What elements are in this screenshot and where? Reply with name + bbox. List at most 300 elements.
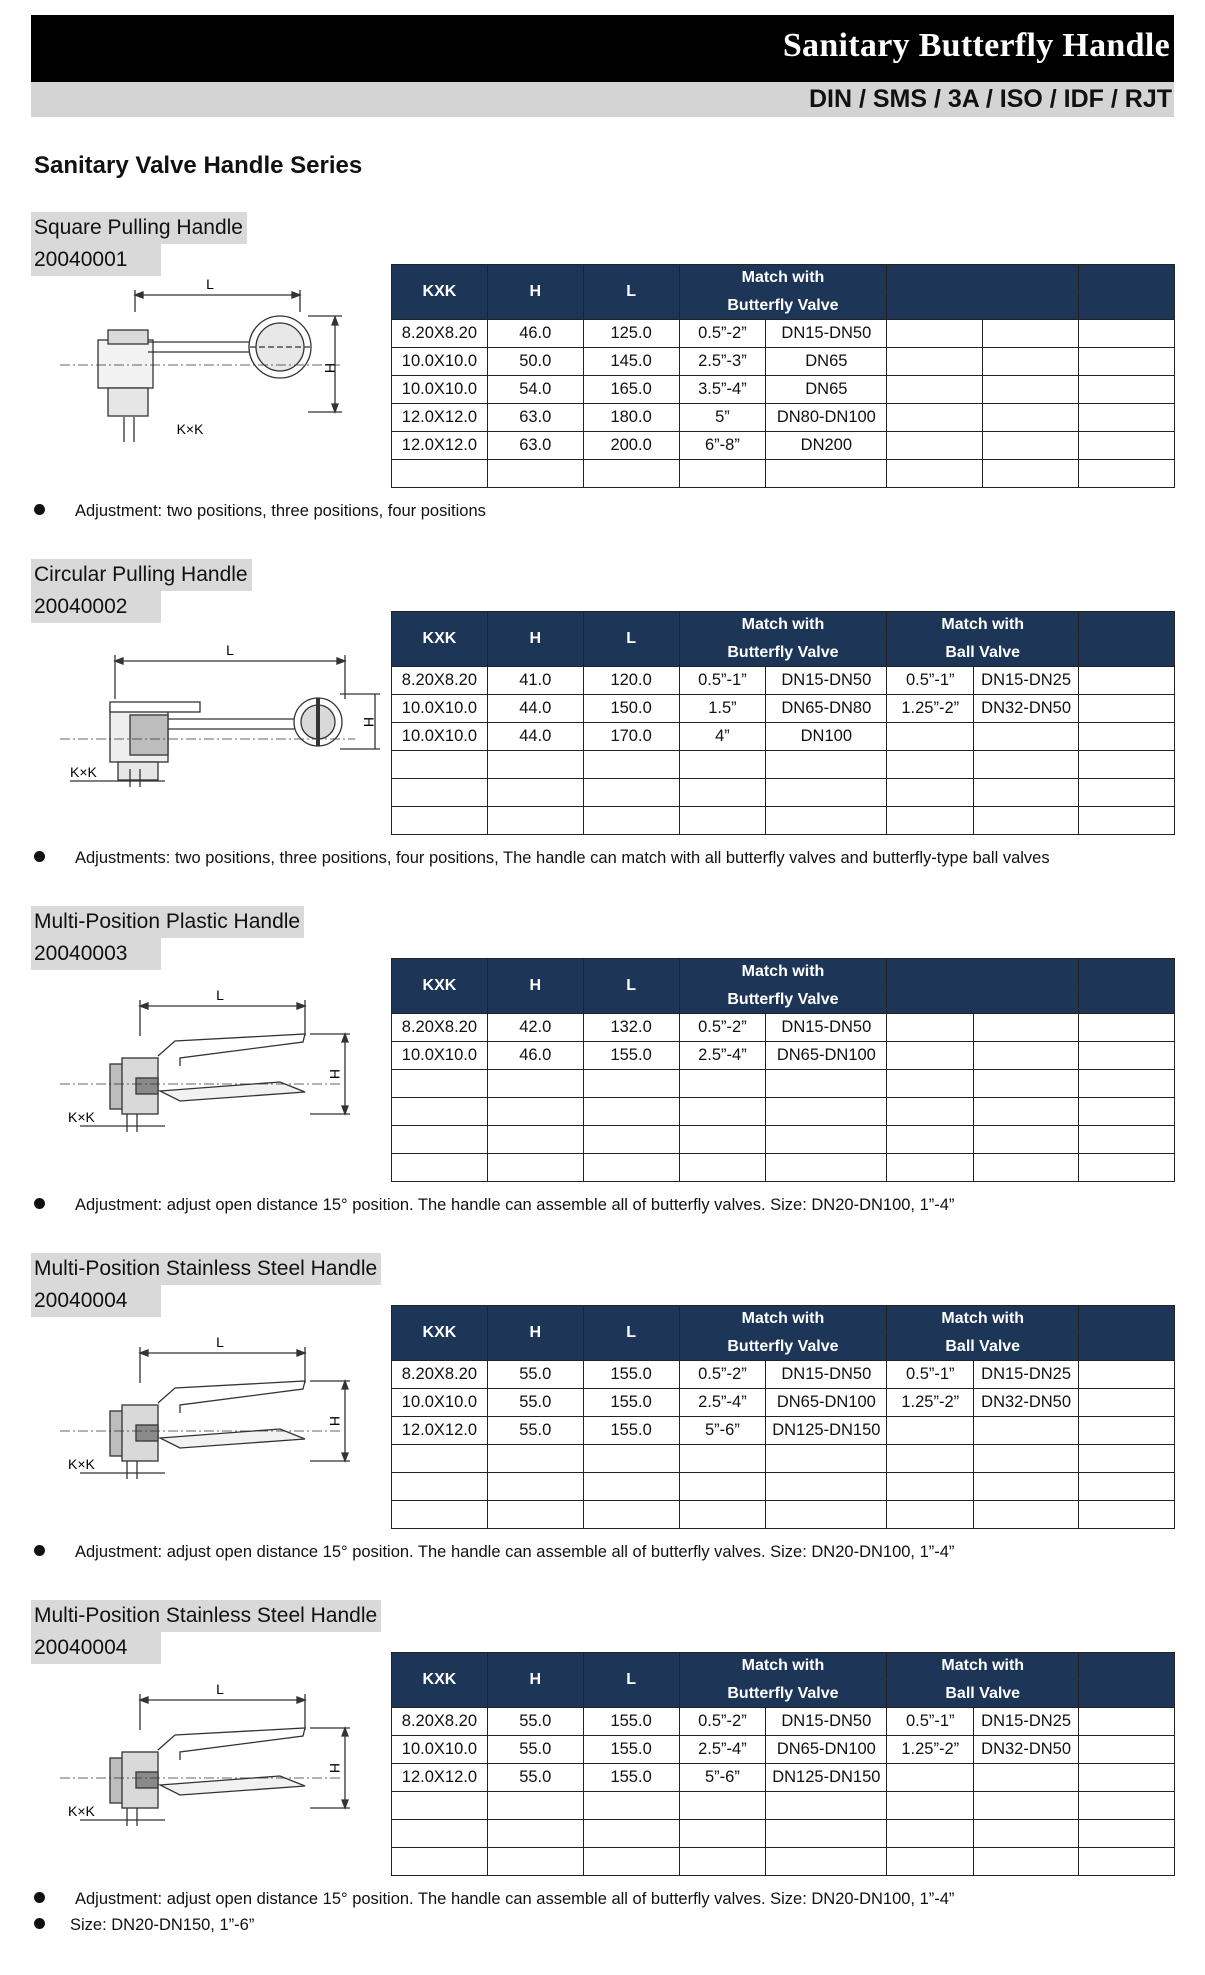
cell: [679, 1473, 766, 1501]
header-sub-empty: [887, 292, 1079, 320]
cell: [766, 1501, 887, 1529]
table-row: [392, 1764, 1175, 1792]
cell: 8.20X8.20: [392, 320, 488, 348]
cell: [583, 1098, 679, 1126]
cell: 155.0: [583, 1042, 679, 1070]
header-h: H: [487, 959, 583, 1014]
header-h: H: [487, 612, 583, 667]
note-text: Size: DN20-DN150, 1”-6”: [70, 1916, 255, 1934]
cell: 5”: [679, 404, 766, 432]
cell: [887, 751, 974, 779]
cell: 155.0: [583, 1708, 679, 1736]
cell: [1079, 1389, 1175, 1417]
cell: [1079, 1820, 1175, 1848]
cell: [974, 779, 1079, 807]
table-row: [392, 320, 1175, 348]
cell: [1079, 1445, 1175, 1473]
cell: [583, 1820, 679, 1848]
cell: [1079, 320, 1175, 348]
cell: 180.0: [583, 404, 679, 432]
header-l: L: [583, 1306, 679, 1361]
header-empty: [1079, 1306, 1175, 1361]
cell: [887, 1820, 974, 1848]
cell: [392, 1445, 488, 1473]
cell: [392, 460, 488, 488]
cell: [974, 807, 1079, 835]
cell: 0.5”-1”: [887, 1708, 974, 1736]
cell: [583, 779, 679, 807]
cell: [487, 1473, 583, 1501]
cell: 10.0X10.0: [392, 1042, 488, 1070]
note: [34, 502, 486, 521]
bullet-icon: [34, 504, 45, 515]
page-title: Sanitary Butterfly Handle: [782, 27, 1170, 64]
spec-table: [391, 611, 1175, 835]
dimension-kxk-label: K×K: [176, 421, 204, 437]
cell: [583, 1848, 679, 1876]
cell: [974, 1473, 1079, 1501]
header-bar: [31, 15, 1174, 82]
cell: 170.0: [583, 723, 679, 751]
cell: [1079, 723, 1175, 751]
cell: 54.0: [487, 376, 583, 404]
cell: [887, 723, 974, 751]
cell: [583, 751, 679, 779]
cell: [1079, 807, 1175, 835]
dimension-l-label: L: [216, 1334, 224, 1350]
cell: 0.5”-1”: [887, 667, 974, 695]
cell: 12.0X12.0: [392, 404, 488, 432]
cell: [887, 779, 974, 807]
note: [34, 849, 1050, 868]
cell: [679, 807, 766, 835]
cell: [679, 751, 766, 779]
header-match-with: Match with: [887, 612, 1079, 639]
table-row: [392, 376, 1175, 404]
cell: 42.0: [487, 1014, 583, 1042]
header-l: L: [583, 265, 679, 320]
cell: [766, 1820, 887, 1848]
circular-handle-drawing: [40, 619, 380, 789]
section-code: 20040004: [31, 1285, 161, 1317]
cell: 5”-6”: [679, 1764, 766, 1792]
cell: [487, 460, 583, 488]
section-name: Multi-Position Plastic Handle: [31, 906, 304, 938]
cell: DN32-DN50: [974, 695, 1079, 723]
cell: [766, 1070, 887, 1098]
table-row: [392, 1361, 1175, 1389]
cell: DN100: [766, 723, 887, 751]
table-row: [392, 695, 1175, 723]
cell: 1.25”-2”: [887, 1389, 974, 1417]
header-match-with: Match with: [887, 1653, 1079, 1680]
section-code: 20040002: [31, 591, 161, 623]
header-ball-valve: Ball Valve: [887, 1333, 1079, 1361]
bullet-icon: [34, 1545, 45, 1556]
cell: [487, 779, 583, 807]
cell: [487, 1070, 583, 1098]
note-text: Adjustments: two positions, three positions, four positions, The handle can match with all butterfly valves and butterfly-type ball valves: [75, 849, 1050, 867]
dimension-kxk-label: K×K: [70, 764, 97, 780]
cell: 125.0: [583, 320, 679, 348]
cell: 2.5”-4”: [679, 1042, 766, 1070]
table-row: [392, 1014, 1175, 1042]
cell: [766, 1126, 887, 1154]
cell: [887, 320, 983, 348]
section-code: 20040004: [31, 1632, 161, 1664]
section-name: Multi-Position Stainless Steel Handle: [31, 1253, 381, 1285]
cell: 10.0X10.0: [392, 723, 488, 751]
header-match-with: Match with: [679, 265, 887, 292]
header-kxk: KXK: [392, 612, 488, 667]
cell: [583, 1126, 679, 1154]
cell: 1.5”: [679, 695, 766, 723]
cell: [679, 460, 766, 488]
table-row: [392, 1042, 1175, 1070]
cell: [487, 1098, 583, 1126]
header-empty: [1079, 1653, 1175, 1708]
cell: [887, 1792, 974, 1820]
cell: [974, 1042, 1079, 1070]
cell: [974, 1154, 1079, 1182]
cell: 12.0X12.0: [392, 1417, 488, 1445]
table-row: [392, 751, 1175, 779]
cell: [887, 404, 983, 432]
header-butterfly-valve: Butterfly Valve: [679, 986, 887, 1014]
table-row: [392, 779, 1175, 807]
section-multi-position-plastic-handle: [0, 906, 1205, 1246]
cell: [1079, 1042, 1175, 1070]
cell: DN125-DN150: [766, 1764, 887, 1792]
bullet-icon: [34, 1198, 45, 1209]
cell: [974, 1126, 1079, 1154]
cell: [887, 807, 974, 835]
cell: 55.0: [487, 1361, 583, 1389]
header-ball-valve: Ball Valve: [887, 1680, 1079, 1708]
spec-table: [391, 1305, 1175, 1529]
cell: [974, 1098, 1079, 1126]
table-row: [392, 1070, 1175, 1098]
cell: [983, 348, 1079, 376]
cell: [974, 751, 1079, 779]
header-butterfly-valve: Butterfly Valve: [679, 639, 887, 667]
cell: [1079, 1070, 1175, 1098]
table-row: [392, 723, 1175, 751]
header-match-with: Match with: [887, 1306, 1079, 1333]
cell: 10.0X10.0: [392, 348, 488, 376]
cell: [392, 779, 488, 807]
cell: [887, 1154, 974, 1182]
header-match-with: Match with: [679, 959, 887, 986]
note-text: Adjustment: adjust open distance 15° position. The handle can assemble all of butterfly valves. Size: DN20-DN100, 1”-4”: [75, 1543, 955, 1561]
cell: [583, 807, 679, 835]
cell: [679, 1126, 766, 1154]
cell: 55.0: [487, 1764, 583, 1792]
cell: 8.20X8.20: [392, 1361, 488, 1389]
header-match-with: Match with: [679, 612, 887, 639]
cell: [583, 460, 679, 488]
cell: [974, 1070, 1079, 1098]
cell: 145.0: [583, 348, 679, 376]
cell: [983, 376, 1079, 404]
cell: DN15-DN50: [766, 1708, 887, 1736]
table-row: [392, 460, 1175, 488]
cell: [766, 1848, 887, 1876]
cell: [887, 1042, 974, 1070]
header-h: H: [487, 265, 583, 320]
cell: [1079, 779, 1175, 807]
cell: [1079, 1792, 1175, 1820]
cell: DN15-DN25: [974, 667, 1079, 695]
dimension-l-label: L: [226, 642, 234, 658]
cell: 55.0: [487, 1708, 583, 1736]
cell: [887, 460, 983, 488]
header-match-with: Match with: [679, 1306, 887, 1333]
cell: [1079, 667, 1175, 695]
dimension-kxk-label: K×K: [68, 1109, 95, 1125]
cell: DN65-DN100: [766, 1389, 887, 1417]
cell: [1079, 404, 1175, 432]
cell: DN65: [766, 348, 887, 376]
cell: 5”-6”: [679, 1417, 766, 1445]
header-empty: [1079, 612, 1175, 667]
section-name: Multi-Position Stainless Steel Handle: [31, 1600, 381, 1632]
cell: DN65-DN80: [766, 695, 887, 723]
cell: [583, 1473, 679, 1501]
table-row: [392, 1820, 1175, 1848]
cell: [887, 1126, 974, 1154]
cell: 10.0X10.0: [392, 1736, 488, 1764]
cell: [679, 1501, 766, 1529]
cell: [974, 1445, 1079, 1473]
cell: [679, 1820, 766, 1848]
cell: DN125-DN150: [766, 1417, 887, 1445]
cell: [1079, 1361, 1175, 1389]
cell: [1079, 1708, 1175, 1736]
cell: [1079, 1736, 1175, 1764]
cell: DN15-DN25: [974, 1708, 1079, 1736]
cell: [583, 1792, 679, 1820]
cell: [487, 807, 583, 835]
cell: 2.5”-4”: [679, 1389, 766, 1417]
dimension-l-label: L: [206, 276, 214, 292]
cell: [392, 751, 488, 779]
cell: [487, 1126, 583, 1154]
cell: [679, 1154, 766, 1182]
series-title: Sanitary Valve Handle Series: [34, 152, 363, 179]
cell: [887, 432, 983, 460]
cell: 8.20X8.20: [392, 1708, 488, 1736]
cell: [679, 1792, 766, 1820]
cell: [766, 1792, 887, 1820]
cell: [887, 376, 983, 404]
cell: [1079, 1098, 1175, 1126]
header-match-with: Match with: [679, 1653, 887, 1680]
header-empty: [1079, 265, 1175, 320]
cell: [392, 807, 488, 835]
cell: [392, 1154, 488, 1182]
section-multi-position-stainless-steel-handle: [0, 1253, 1205, 1593]
cell: [887, 1848, 974, 1876]
cell: [1079, 348, 1175, 376]
cell: 46.0: [487, 320, 583, 348]
cell: 0.5”-1”: [679, 667, 766, 695]
note: [34, 1196, 954, 1215]
stainless-handle-drawing: [40, 1313, 380, 1483]
cell: 150.0: [583, 695, 679, 723]
cell: 63.0: [487, 432, 583, 460]
note-text: Adjustment: adjust open distance 15° position. The handle can assemble all of butterfly valves. Size: DN20-DN100, 1”-4”: [75, 1890, 955, 1908]
cell: [766, 807, 887, 835]
cell: [766, 1473, 887, 1501]
cell: [1079, 1154, 1175, 1182]
cell: [766, 1154, 887, 1182]
cell: DN15-DN50: [766, 1361, 887, 1389]
cell: 132.0: [583, 1014, 679, 1042]
cell: [766, 1445, 887, 1473]
cell: [392, 1792, 488, 1820]
cell: 200.0: [583, 432, 679, 460]
cell: [1079, 695, 1175, 723]
section-multi-position-stainless-steel-handle-2: [0, 1600, 1205, 1960]
table-row: [392, 432, 1175, 460]
cell: [974, 1501, 1079, 1529]
table-row: [392, 1848, 1175, 1876]
cell: [1079, 751, 1175, 779]
section-circular-pulling-handle: [0, 559, 1205, 899]
spec-table: [391, 1652, 1175, 1876]
cell: [1079, 376, 1175, 404]
square-handle-drawing: [40, 272, 380, 442]
cell: [392, 1098, 488, 1126]
spec-table: [391, 958, 1175, 1182]
cell: 3.5”-4”: [679, 376, 766, 404]
stainless-handle-drawing: [40, 1660, 380, 1830]
cell: [887, 1417, 974, 1445]
section-code: 20040001: [31, 244, 161, 276]
section-name: Circular Pulling Handle: [31, 559, 252, 591]
cell: [583, 1445, 679, 1473]
cell: [887, 1764, 974, 1792]
header-l: L: [583, 1653, 679, 1708]
cell: [487, 1501, 583, 1529]
spec-table: [391, 264, 1175, 488]
header-kxk: KXK: [392, 265, 488, 320]
cell: [983, 432, 1079, 460]
cell: [583, 1154, 679, 1182]
header-group-empty: [887, 959, 1079, 986]
cell: [583, 1070, 679, 1098]
cell: [679, 1445, 766, 1473]
cell: [487, 751, 583, 779]
cell: [487, 1848, 583, 1876]
bullet-icon: [34, 1892, 45, 1903]
cell: [392, 1473, 488, 1501]
cell: [974, 1848, 1079, 1876]
cell: 12.0X12.0: [392, 1764, 488, 1792]
cell: 10.0X10.0: [392, 376, 488, 404]
cell: [974, 1764, 1079, 1792]
cell: [974, 1792, 1079, 1820]
header-l: L: [583, 612, 679, 667]
cell: 41.0: [487, 667, 583, 695]
header-kxk: KXK: [392, 1653, 488, 1708]
cell: [392, 1820, 488, 1848]
section-name: Square Pulling Handle: [31, 212, 247, 244]
table-row: [392, 348, 1175, 376]
cell: DN32-DN50: [974, 1389, 1079, 1417]
cell: [887, 1014, 974, 1042]
cell: [1079, 1417, 1175, 1445]
header-butterfly-valve: Butterfly Valve: [679, 292, 887, 320]
cell: 63.0: [487, 404, 583, 432]
table-row: [392, 1473, 1175, 1501]
cell: 165.0: [583, 376, 679, 404]
cell: 55.0: [487, 1389, 583, 1417]
cell: DN80-DN100: [766, 404, 887, 432]
cell: [1079, 1848, 1175, 1876]
dimension-h-label: H: [322, 362, 338, 374]
table-row: [392, 1445, 1175, 1473]
standards-bar: [31, 82, 1174, 117]
cell: 6”-8”: [679, 432, 766, 460]
table-row: [392, 1792, 1175, 1820]
cell: [487, 1445, 583, 1473]
cell: [983, 320, 1079, 348]
cell: [1079, 1764, 1175, 1792]
header-l: L: [583, 959, 679, 1014]
cell: [679, 1070, 766, 1098]
cell: [1079, 1501, 1175, 1529]
cell: [983, 404, 1079, 432]
cell: [887, 1473, 974, 1501]
cell: 155.0: [583, 1361, 679, 1389]
cell: [1079, 432, 1175, 460]
table-row: [392, 404, 1175, 432]
cell: DN200: [766, 432, 887, 460]
cell: 8.20X8.20: [392, 667, 488, 695]
dimension-kxk-label: K×K: [68, 1803, 95, 1819]
cell: [983, 460, 1079, 488]
cell: [887, 1070, 974, 1098]
dimension-kxk-label: K×K: [68, 1456, 95, 1472]
table-row: [392, 807, 1175, 835]
cell: 4”: [679, 723, 766, 751]
dimension-h-label: H: [361, 716, 377, 728]
cell: [887, 1098, 974, 1126]
cell: [974, 1820, 1079, 1848]
cell: 0.5”-2”: [679, 320, 766, 348]
bullet-icon: [34, 1918, 45, 1929]
cell: DN32-DN50: [974, 1736, 1079, 1764]
cell: [1079, 1473, 1175, 1501]
cell: [887, 1445, 974, 1473]
cell: 155.0: [583, 1736, 679, 1764]
cell: 0.5”-1”: [887, 1361, 974, 1389]
standards-list: DIN / SMS / 3A / ISO / IDF / RJT: [808, 85, 1172, 113]
cell: 0.5”-2”: [679, 1361, 766, 1389]
note: [34, 1543, 954, 1562]
dimension-l-label: L: [216, 1681, 224, 1697]
section-code: 20040003: [31, 938, 161, 970]
cell: [392, 1848, 488, 1876]
cell: [766, 779, 887, 807]
cell: 2.5”-4”: [679, 1736, 766, 1764]
cell: 50.0: [487, 348, 583, 376]
dimension-l-label: L: [216, 987, 224, 1003]
cell: 1.25”-2”: [887, 695, 974, 723]
section-square-pulling-handle: [0, 212, 1205, 552]
